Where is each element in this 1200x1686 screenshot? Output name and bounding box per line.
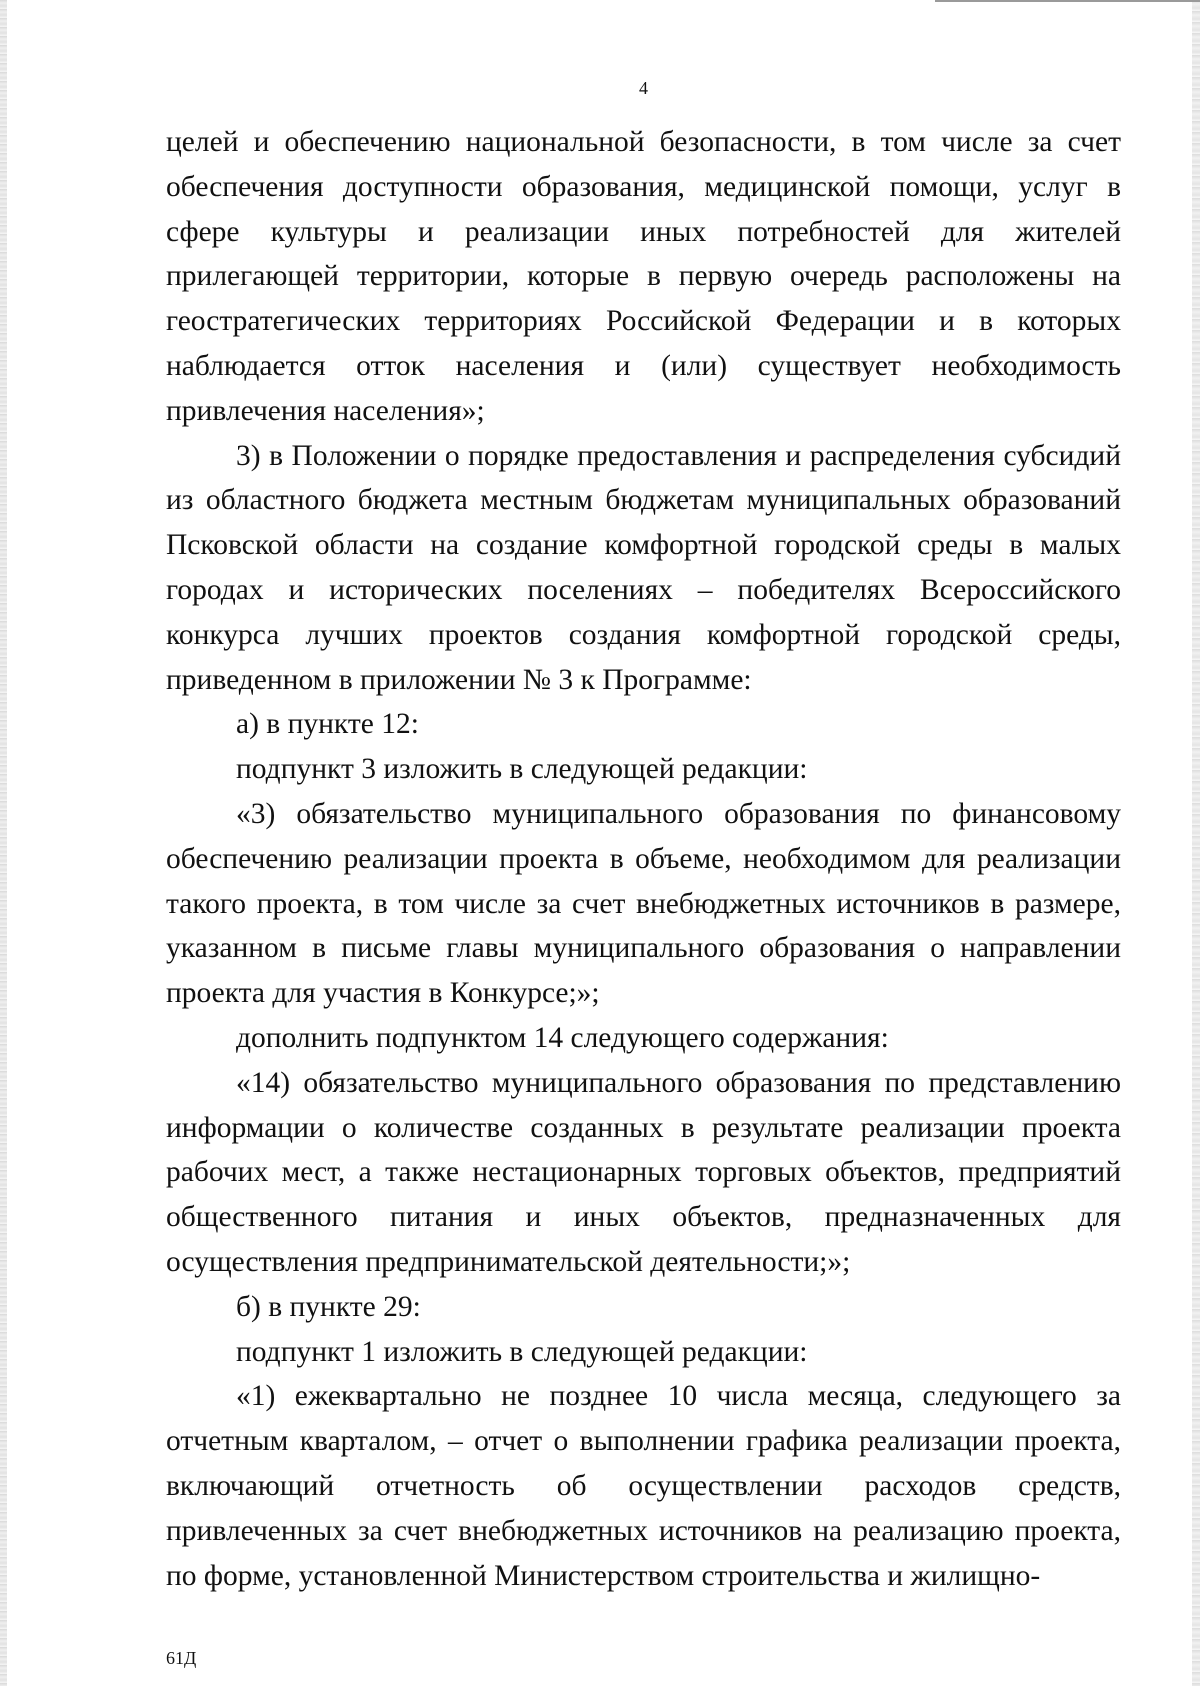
paragraph-item-3: 3) в Положении о порядке предоставления и распределения субсидий из областного бюджета местным бюджетам муниципальных образований Псковской области на создание комфортной городской среды в малых городах и исторических поселениях – победителях Всероссийского конкурса лучших проектов создания комфортной городской среды, приведенном в приложении № 3 к Программе: [166,439,1121,696]
paragraph-continuation: целей и обеспечению национальной безопасности, в том числе за счет обеспечения доступности образования, медицинской помощи, услуг в сфере культуры и реализации иных потребностей для жителей прилегающей территории, которые в первую очередь расположены на геостратегических территориях Российской Федерации и в которых наблюдается отток населения и (или) существует необходимость привлечения населения»; [166,126,1121,427]
page-number: 4 [639,78,648,98]
paragraph-subpoint-14-intro: дополнить подпунктом 14 следующего содержания: [236,1021,889,1054]
paragraph-subitem-b: б) в пункте 29: [236,1290,421,1323]
paragraph-subpoint-1-intro: подпункт 1 изложить в следующей редакции: [236,1335,808,1368]
paragraph-subpoint-1-text: «1) ежеквартально не позднее 10 числа месяца, следующего за отчетным кварталом, – отчет о выполнении графика реализации проекта, включающий отчетность об осуществлении расходов средств, привлеченных за счет внебюджетных источников на реализацию проекта, по форме, установленной Министерством строительства и жилищно- [166,1380,1121,1592]
paragraph-subpoint-14-text: «14) обязательство муниципального образования по представлению информации о количестве созданных в результате реализации проекта рабочих мест, а также нестационарных торговых объектов, предприятий общественного питания и иных объектов, предназначенных для осуществления предпринимательской деятельности;»; [166,1066,1121,1278]
scan-edge-top [935,0,1200,2]
paragraph-subpoint-3-intro: подпункт 3 изложить в следующей редакции: [236,753,808,786]
paragraph-subitem-a: а) в пункте 12: [236,708,419,741]
footer-document-code: 61Д [166,1648,197,1668]
paragraph-subpoint-3-text: «3) обязательство муниципального образования по финансовому обеспечению реализации проекта в объеме, необходимом для реализации такого проекта, в том числе за счет внебюджетных источников в размере, указанном в письме главы муниципального образования о направлении проекта для участия в Конкурсе;»; [166,797,1121,1010]
scan-edge-right [1192,0,1200,1686]
scan-edge-left [0,0,7,1686]
document-body [166,120,1121,1598]
